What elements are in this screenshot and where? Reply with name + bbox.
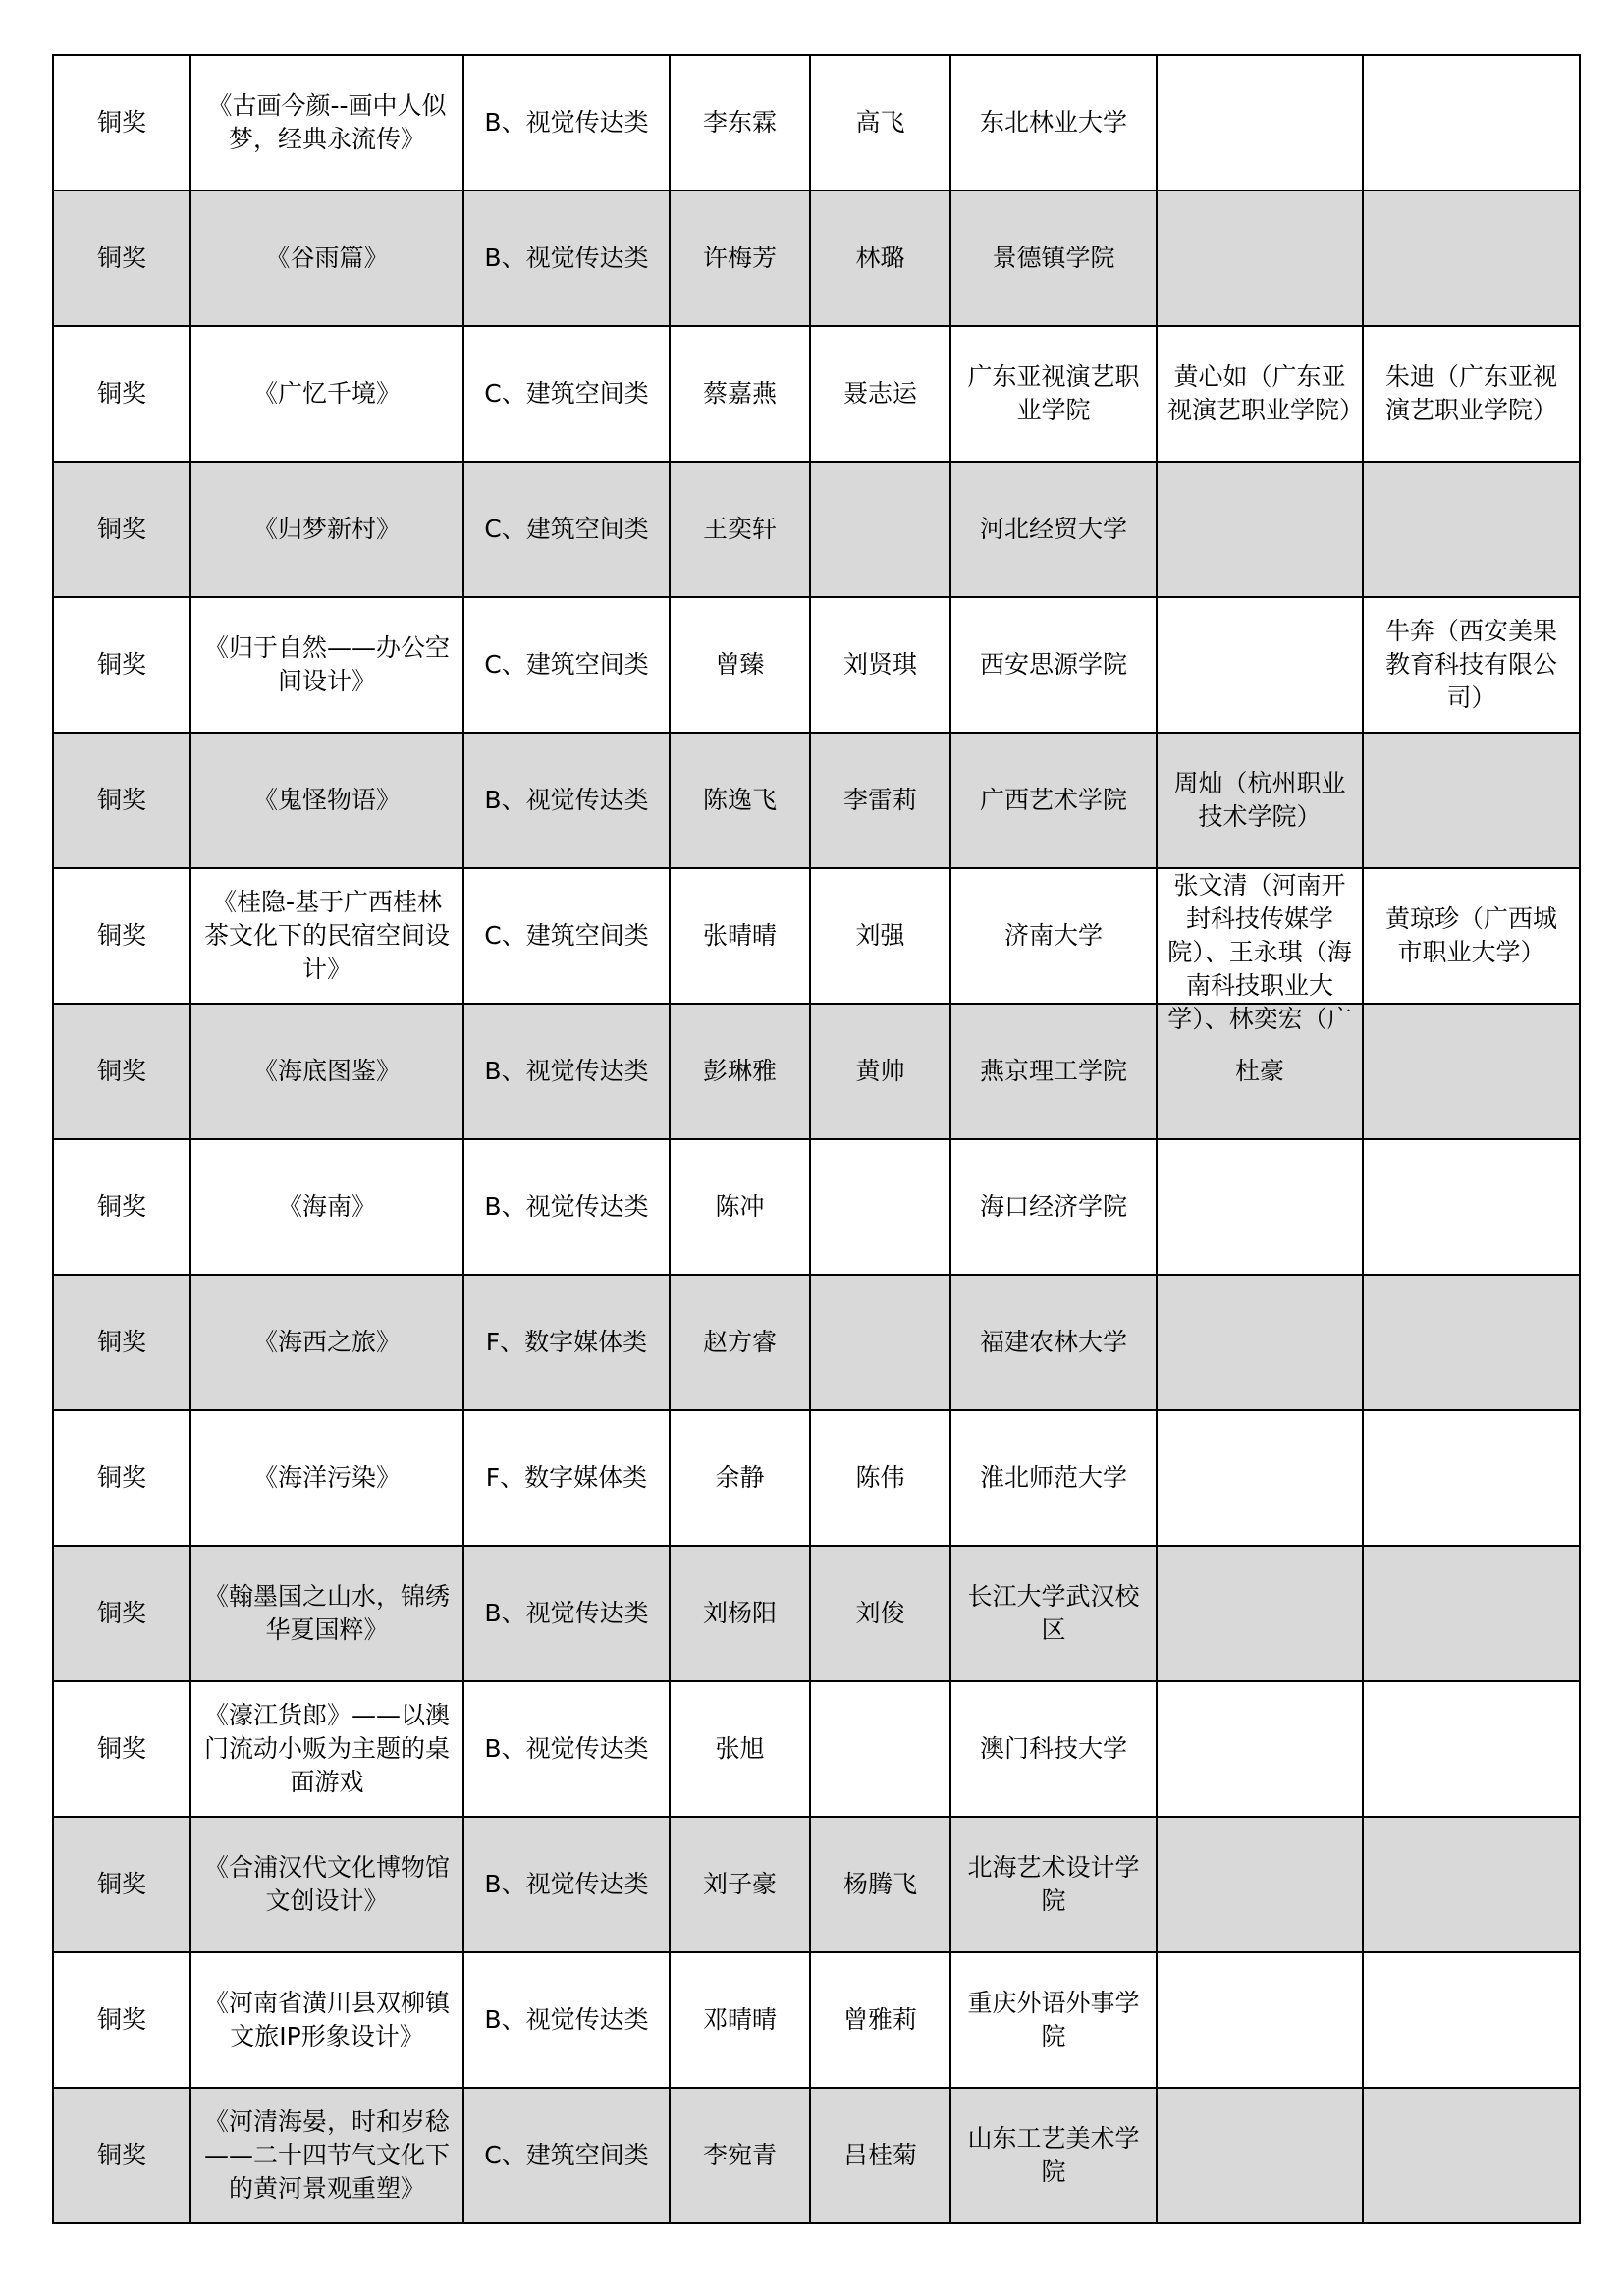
co-advisor-text: 周灿（杭州职业技术学院） bbox=[1173, 769, 1346, 831]
table-row bbox=[53, 1546, 1580, 1681]
author-text: 李东霖 bbox=[702, 108, 777, 137]
work-title-text: 《鬼怪物语》 bbox=[252, 786, 401, 814]
enterprise-advisor-cell bbox=[1363, 2088, 1580, 2223]
work-title-cell bbox=[190, 191, 463, 326]
award-level-text: 铜奖 bbox=[96, 1463, 146, 1492]
category-cell bbox=[463, 191, 670, 326]
work-title-cell bbox=[190, 733, 463, 868]
award-level-cell bbox=[53, 2088, 190, 2223]
author-cell bbox=[670, 462, 810, 597]
enterprise-advisor-cell bbox=[1363, 1410, 1580, 1546]
award-level-cell bbox=[53, 55, 190, 191]
advisor-text: 杨腾飞 bbox=[842, 1870, 917, 1898]
author-cell bbox=[670, 1004, 810, 1139]
category-text: C、建筑空间类 bbox=[484, 515, 649, 543]
award-level-text: 铜奖 bbox=[96, 1192, 146, 1221]
category-text: B、视觉传达类 bbox=[484, 244, 649, 272]
advisor-cell bbox=[810, 868, 950, 1004]
author-text: 王奕轩 bbox=[702, 515, 777, 543]
work-title-text: 《海西之旅》 bbox=[252, 1328, 401, 1356]
category-text: F、数字媒体类 bbox=[485, 1328, 648, 1356]
author-cell bbox=[670, 868, 810, 1004]
table-row bbox=[53, 2088, 1580, 2223]
advisor-text: 林璐 bbox=[855, 244, 905, 272]
enterprise-advisor-cell bbox=[1363, 462, 1580, 597]
co-advisor-cell bbox=[1157, 1410, 1363, 1546]
enterprise-advisor-cell bbox=[1363, 1681, 1580, 1817]
work-title-text: 《海底图鉴》 bbox=[252, 1057, 401, 1085]
award-level-text: 铜奖 bbox=[96, 786, 146, 814]
advisor-text: 黄帅 bbox=[855, 1057, 905, 1085]
work-title-cell bbox=[190, 1952, 463, 2088]
category-text: B、视觉传达类 bbox=[484, 2005, 649, 2034]
work-title-text: 《合浦汉代文化博物馆文创设计》 bbox=[203, 1853, 450, 1915]
school-text: 澳门科技大学 bbox=[979, 1734, 1127, 1763]
author-cell bbox=[670, 1952, 810, 2088]
category-cell bbox=[463, 1546, 670, 1681]
author-text: 刘杨阳 bbox=[702, 1599, 777, 1627]
school-text: 福建农林大学 bbox=[979, 1328, 1127, 1356]
category-text: C、建筑空间类 bbox=[484, 650, 649, 679]
category-cell bbox=[463, 1410, 670, 1546]
category-text: B、视觉传达类 bbox=[484, 1599, 649, 1627]
enterprise-advisor-cell bbox=[1363, 1546, 1580, 1681]
award-table-body bbox=[53, 55, 1580, 2223]
enterprise-advisor-cell bbox=[1363, 1275, 1580, 1410]
advisor-cell bbox=[810, 733, 950, 868]
table-row bbox=[53, 1410, 1580, 1546]
category-cell bbox=[463, 1681, 670, 1817]
co-advisor-cell bbox=[1157, 1546, 1363, 1681]
co-advisor-cell bbox=[1157, 1139, 1363, 1275]
school-text: 山东工艺美术学院 bbox=[967, 2124, 1140, 2186]
advisor-cell bbox=[810, 1546, 950, 1681]
enterprise-advisor-cell bbox=[1363, 1817, 1580, 1952]
advisor-text: 高飞 bbox=[855, 108, 905, 137]
work-title-cell bbox=[190, 597, 463, 733]
author-text: 蔡嘉燕 bbox=[702, 379, 777, 408]
category-cell bbox=[463, 462, 670, 597]
author-cell bbox=[670, 597, 810, 733]
advisor-text: 陈伟 bbox=[855, 1463, 905, 1492]
enterprise-advisor-cell bbox=[1363, 1952, 1580, 2088]
award-level-text: 铜奖 bbox=[96, 650, 146, 679]
school-cell bbox=[950, 597, 1157, 733]
school-cell bbox=[950, 55, 1157, 191]
co-advisor-cell bbox=[1157, 1817, 1363, 1952]
author-text: 李宛青 bbox=[702, 2141, 777, 2169]
category-text: B、视觉传达类 bbox=[484, 1192, 649, 1221]
advisor-text: 曾雅莉 bbox=[842, 2005, 917, 2034]
category-text: B、视觉传达类 bbox=[484, 1057, 649, 1085]
author-text: 张晴晴 bbox=[702, 921, 777, 950]
award-level-cell bbox=[53, 868, 190, 1004]
author-cell bbox=[670, 1275, 810, 1410]
category-text: C、建筑空间类 bbox=[484, 2141, 649, 2169]
school-text: 重庆外语外事学院 bbox=[967, 1989, 1140, 2050]
table-row bbox=[53, 326, 1580, 462]
award-list-table bbox=[52, 54, 1581, 2224]
school-cell bbox=[950, 1410, 1157, 1546]
school-text: 景德镇学院 bbox=[992, 244, 1115, 272]
school-cell bbox=[950, 1817, 1157, 1952]
author-cell bbox=[670, 191, 810, 326]
category-text: C、建筑空间类 bbox=[484, 921, 649, 950]
school-text: 淮北师范大学 bbox=[979, 1463, 1127, 1492]
award-level-cell bbox=[53, 733, 190, 868]
category-text: B、视觉传达类 bbox=[484, 1734, 649, 1763]
author-cell bbox=[670, 1546, 810, 1681]
author-cell bbox=[670, 733, 810, 868]
advisor-text: 刘强 bbox=[855, 921, 905, 950]
work-title-text: 《濠江货郎》——以澳门流动小贩为主题的桌面游戏 bbox=[203, 1701, 450, 1796]
advisor-text: 吕桂菊 bbox=[842, 2141, 917, 2169]
enterprise-advisor-cell bbox=[1363, 191, 1580, 326]
author-cell bbox=[670, 1410, 810, 1546]
advisor-cell bbox=[810, 55, 950, 191]
author-cell bbox=[670, 1817, 810, 1952]
category-text: B、视觉传达类 bbox=[484, 108, 649, 137]
work-title-text: 《归于自然——办公空间设计》 bbox=[203, 633, 450, 695]
table-row bbox=[53, 191, 1580, 326]
co-advisor-cell bbox=[1157, 733, 1363, 868]
work-title-text: 《河清海晏，时和岁稔——二十四节气文化下的黄河景观重塑》 bbox=[203, 2107, 450, 2203]
school-cell bbox=[950, 1275, 1157, 1410]
work-title-text: 《翰墨国之山水，锦绣华夏国粹》 bbox=[203, 1582, 450, 1644]
advisor-cell bbox=[810, 2088, 950, 2223]
award-level-cell bbox=[53, 1817, 190, 1952]
enterprise-advisor-cell bbox=[1363, 1139, 1580, 1275]
work-title-text: 《桂隐-基于广西桂林茶文化下的民宿空间设计》 bbox=[203, 888, 450, 983]
enterprise-advisor-text: 黄琼珍（广西城市职业大学） bbox=[1384, 904, 1557, 966]
advisor-cell bbox=[810, 191, 950, 326]
category-cell bbox=[463, 1139, 670, 1275]
school-text: 长江大学武汉校区 bbox=[967, 1582, 1140, 1644]
advisor-cell bbox=[810, 326, 950, 462]
award-level-cell bbox=[53, 1952, 190, 2088]
co-advisor-cell bbox=[1157, 868, 1363, 1033]
award-level-text: 铜奖 bbox=[96, 1328, 146, 1356]
category-cell bbox=[463, 55, 670, 191]
school-text: 东北林业大学 bbox=[979, 108, 1127, 137]
enterprise-advisor-cell bbox=[1363, 733, 1580, 868]
category-text: B、视觉传达类 bbox=[484, 786, 649, 814]
award-level-cell bbox=[53, 1546, 190, 1681]
advisor-text: 刘贤琪 bbox=[842, 650, 917, 679]
author-text: 陈冲 bbox=[715, 1192, 765, 1221]
work-title-cell bbox=[190, 1817, 463, 1952]
school-cell bbox=[950, 191, 1157, 326]
enterprise-advisor-cell bbox=[1363, 326, 1580, 462]
award-level-cell bbox=[53, 462, 190, 597]
work-title-cell bbox=[190, 326, 463, 462]
co-advisor-cell bbox=[1157, 2088, 1363, 2223]
award-level-cell bbox=[53, 1681, 190, 1817]
advisor-cell bbox=[810, 597, 950, 733]
advisor-cell bbox=[810, 1275, 950, 1410]
work-title-cell bbox=[190, 1546, 463, 1681]
table-row bbox=[53, 1817, 1580, 1952]
award-level-text: 铜奖 bbox=[96, 921, 146, 950]
advisor-cell bbox=[810, 1817, 950, 1952]
co-advisor-text: 黄心如（广东亚视演艺职业学院） bbox=[1167, 362, 1365, 424]
work-title-cell bbox=[190, 1681, 463, 1817]
school-cell bbox=[950, 1004, 1157, 1139]
work-title-cell bbox=[190, 2088, 463, 2223]
school-cell bbox=[950, 1681, 1157, 1817]
work-title-cell bbox=[190, 55, 463, 191]
enterprise-advisor-cell bbox=[1363, 597, 1580, 733]
author-text: 邓晴晴 bbox=[702, 2005, 777, 2034]
category-text: F、数字媒体类 bbox=[485, 1463, 648, 1492]
advisor-cell bbox=[810, 1952, 950, 2088]
category-cell bbox=[463, 1817, 670, 1952]
author-text: 许梅芳 bbox=[702, 244, 777, 272]
enterprise-advisor-cell bbox=[1363, 1004, 1580, 1139]
table-row bbox=[53, 1681, 1580, 1817]
work-title-cell bbox=[190, 1275, 463, 1410]
co-advisor-cell bbox=[1157, 1681, 1363, 1817]
table-row bbox=[53, 1139, 1580, 1275]
co-advisor-cell bbox=[1157, 1952, 1363, 2088]
co-advisor-cell bbox=[1157, 55, 1363, 191]
school-cell bbox=[950, 1952, 1157, 2088]
award-level-text: 铜奖 bbox=[96, 379, 146, 408]
author-text: 张旭 bbox=[715, 1734, 765, 1763]
school-text: 北海艺术设计学院 bbox=[967, 1853, 1140, 1915]
school-cell bbox=[950, 326, 1157, 462]
table-row bbox=[53, 868, 1580, 1004]
work-title-text: 《海洋污染》 bbox=[252, 1463, 401, 1492]
school-cell bbox=[950, 733, 1157, 868]
table-row bbox=[53, 55, 1580, 191]
author-text: 刘子豪 bbox=[702, 1870, 777, 1898]
school-text: 海口经济学院 bbox=[979, 1192, 1127, 1221]
award-level-text: 铜奖 bbox=[96, 244, 146, 272]
advisor-cell bbox=[810, 1410, 950, 1546]
table-row bbox=[53, 1275, 1580, 1410]
category-cell bbox=[463, 597, 670, 733]
work-title-text: 《谷雨篇》 bbox=[265, 244, 389, 272]
advisor-cell bbox=[810, 462, 950, 597]
work-title-text: 《古画今颜--画中人似梦，经典永流传》 bbox=[207, 91, 447, 153]
author-cell bbox=[670, 1139, 810, 1275]
enterprise-advisor-cell bbox=[1363, 868, 1580, 1004]
school-text: 广西艺术学院 bbox=[979, 786, 1127, 814]
author-cell bbox=[670, 55, 810, 191]
table-row bbox=[53, 1952, 1580, 2088]
category-text: C、建筑空间类 bbox=[484, 379, 649, 408]
enterprise-advisor-cell bbox=[1363, 55, 1580, 191]
advisor-text: 李雷莉 bbox=[842, 786, 917, 814]
category-cell bbox=[463, 1275, 670, 1410]
work-title-cell bbox=[190, 1004, 463, 1139]
co-advisor-cell bbox=[1157, 462, 1363, 597]
school-cell bbox=[950, 1546, 1157, 1681]
category-cell bbox=[463, 326, 670, 462]
school-cell bbox=[950, 1139, 1157, 1275]
award-level-cell bbox=[53, 1139, 190, 1275]
award-level-text: 铜奖 bbox=[96, 2005, 146, 2034]
award-level-text: 铜奖 bbox=[96, 1599, 146, 1627]
enterprise-advisor-text: 牛奔（西安美果教育科技有限公司） bbox=[1384, 617, 1557, 712]
school-text: 燕京理工学院 bbox=[979, 1057, 1127, 1085]
author-text: 余静 bbox=[715, 1463, 765, 1492]
work-title-text: 《河南省潢川县双柳镇文旅IP形象设计》 bbox=[203, 1989, 450, 2050]
co-advisor-text: 张文清（河南开封科技传媒学院）、王永琪（海南科技职业大学）、林奕宏（广 bbox=[1167, 871, 1352, 1033]
school-text: 广东亚视演艺职业学院 bbox=[967, 362, 1140, 424]
enterprise-advisor-text: 朱迪（广东亚视演艺职业学院） bbox=[1384, 362, 1557, 424]
advisor-text: 刘俊 bbox=[855, 1599, 905, 1627]
school-cell bbox=[950, 462, 1157, 597]
award-level-text: 铜奖 bbox=[96, 1870, 146, 1898]
author-cell bbox=[670, 2088, 810, 2223]
table-row bbox=[53, 462, 1580, 597]
award-level-text: 铜奖 bbox=[96, 1734, 146, 1763]
co-advisor-cell bbox=[1157, 326, 1363, 462]
author-cell bbox=[670, 326, 810, 462]
work-title-text: 《海南》 bbox=[277, 1192, 376, 1221]
co-advisor-cell bbox=[1157, 191, 1363, 326]
author-text: 曾臻 bbox=[715, 650, 765, 679]
award-level-cell bbox=[53, 597, 190, 733]
work-title-cell bbox=[190, 462, 463, 597]
advisor-cell bbox=[810, 1681, 950, 1817]
school-cell bbox=[950, 2088, 1157, 2223]
category-cell bbox=[463, 2088, 670, 2223]
school-text: 西安思源学院 bbox=[979, 650, 1127, 679]
author-text: 彭琳雅 bbox=[702, 1057, 777, 1085]
school-text: 济南大学 bbox=[1003, 921, 1103, 950]
work-title-cell bbox=[190, 1139, 463, 1275]
award-level-cell bbox=[53, 1004, 190, 1139]
category-cell bbox=[463, 1004, 670, 1139]
advisor-cell bbox=[810, 1139, 950, 1275]
award-level-text: 铜奖 bbox=[96, 2141, 146, 2169]
author-cell bbox=[670, 1681, 810, 1817]
co-advisor-text: 杜豪 bbox=[1234, 1057, 1284, 1085]
table-row bbox=[53, 733, 1580, 868]
category-cell bbox=[463, 868, 670, 1004]
table-row bbox=[53, 597, 1580, 733]
work-title-cell bbox=[190, 868, 463, 1004]
author-text: 陈逸飞 bbox=[702, 786, 777, 814]
category-cell bbox=[463, 733, 670, 868]
category-cell bbox=[463, 1952, 670, 2088]
award-level-cell bbox=[53, 1275, 190, 1410]
award-level-text: 铜奖 bbox=[96, 1057, 146, 1085]
school-cell bbox=[950, 868, 1157, 1004]
school-text: 河北经贸大学 bbox=[979, 515, 1127, 543]
award-level-text: 铜奖 bbox=[96, 515, 146, 543]
category-text: B、视觉传达类 bbox=[484, 1870, 649, 1898]
work-title-cell bbox=[190, 1410, 463, 1546]
co-advisor-cell bbox=[1157, 597, 1363, 733]
work-title-text: 《广忆千境》 bbox=[252, 379, 401, 408]
advisor-text: 聂志运 bbox=[842, 379, 917, 408]
award-level-text: 铜奖 bbox=[96, 108, 146, 137]
author-text: 赵方睿 bbox=[702, 1328, 777, 1356]
award-level-cell bbox=[53, 191, 190, 326]
award-level-cell bbox=[53, 1410, 190, 1546]
advisor-cell bbox=[810, 1004, 950, 1139]
co-advisor-cell bbox=[1157, 1275, 1363, 1410]
work-title-text: 《归梦新村》 bbox=[252, 515, 401, 543]
award-level-cell bbox=[53, 326, 190, 462]
